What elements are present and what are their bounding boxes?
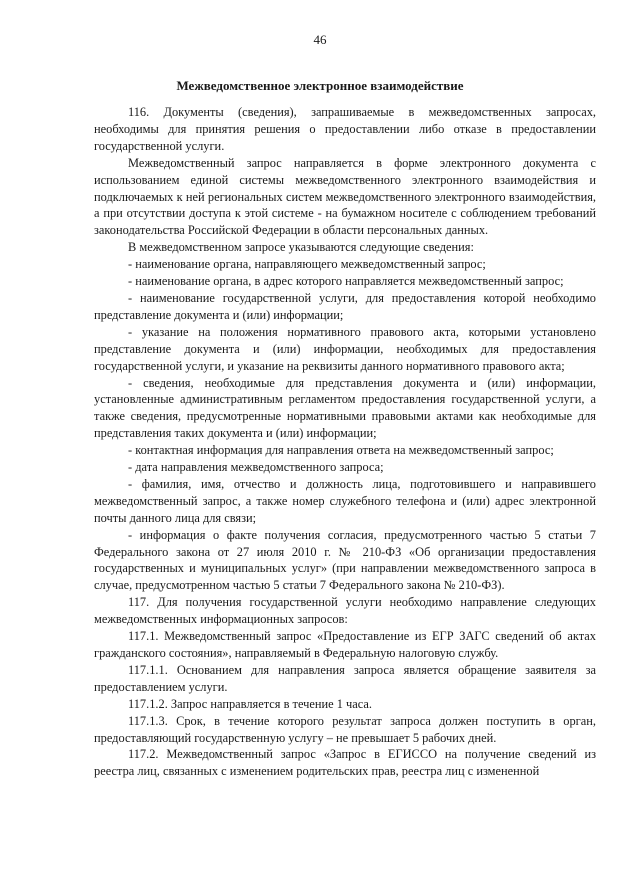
document-body xyxy=(94,104,596,780)
list-item: - контактная информация для направления ответа на межведомственный запрос; xyxy=(128,443,554,458)
paragraph-117-2: 117.2. Межведомственный запрос «Запрос в ЕГИССО на получение сведений из реестра лиц, связанных с изменением родительских прав, реестра лиц с измененной xyxy=(94,747,596,779)
section-heading: Межведомственное электронное взаимодействие xyxy=(176,78,464,93)
list-item: - сведения, необходимые для представления документа и (или) информации, установленные административным регламентом предоставления государственной услуги, а также сведения, предусмотренные нормативными правовыми актами как необходимые для представления таких документа и (или) информации; xyxy=(94,375,596,441)
paragraph-request-contents-intro: В межведомственном запросе указываются следующие сведения: xyxy=(128,240,474,255)
list-item: - указание на положения нормативного правового акта, которыми установлено представление документа и (или) информации, необходимых для предоставления государственной услуги, и указание на реквизиты данного нормативного правового акта; xyxy=(94,324,596,373)
paragraph-116: 116. Документы (сведения), запрашиваемые в межведомственных запросах, необходимы для принятия решения о предоставлении либо отказе в предоставлении государственной услуги. xyxy=(94,105,596,153)
page-number: 46 xyxy=(313,32,327,47)
paragraph-117-1-2: 117.1.2. Запрос направляется в течение 1 часа. xyxy=(128,696,373,711)
list-item: - наименование органа, в адрес которого направляется межведомственный запрос; xyxy=(128,274,564,289)
list-item: - наименование органа, направляющего межведомственный запрос; xyxy=(128,257,486,272)
list-item: - наименование государственной услуги, для предоставления которой необходимо представление документа и (или) информации; xyxy=(94,290,596,322)
paragraph-117-1-3: 117.1.3. Срок, в течение которого результат запроса должен поступить в орган, предоставляющий государственную услугу – не превышает 5 рабочих дней. xyxy=(94,713,596,745)
paragraph-117: 117. Для получения государственной услуги необходимо направление следующих межведомственных информационных запросов: xyxy=(94,595,596,627)
list-item: - фамилия, имя, отчество и должность лица, подготовившего и направившего межведомственный запрос, а также номер служебного телефона и (или) адрес электронной почты данного лица для связи; xyxy=(94,476,596,525)
paragraph-117-1-1: 117.1.1. Основанием для направления запроса является обращение заявителя за предоставлением услуги. xyxy=(94,662,596,694)
list-item: - дата направления межведомственного запроса; xyxy=(128,460,384,475)
paragraph-request-form: Межведомственный запрос направляется в форме электронного документа с использованием единой системы межведомственного электронного взаимодействия и подключаемых к ней региональных систем межведомственного электронного взаимодействия, а при отсутствии доступа к этой системе - на бумажном носителе с соблюдением требований законодательства Российской Федерации в области персональных данных. xyxy=(94,155,596,238)
paragraph-117-1: 117.1. Межведомственный запрос «Предоставление из ЕГР ЗАГС сведений об актах гражданского состояния», направляемый в Федеральную налоговую службу. xyxy=(94,629,596,660)
list-item: - информация о факте получения согласия, предусмотренного частью 5 статьи 7 Федерального закона от 27 июля 2010 г. № 210-ФЗ «Об организации предоставления государственных и муниципальных услуг» (при направлении межведомственного запроса в случае, предусмотренном частью 5 статьи 7 Федерального закона № 210-ФЗ). xyxy=(94,527,596,593)
